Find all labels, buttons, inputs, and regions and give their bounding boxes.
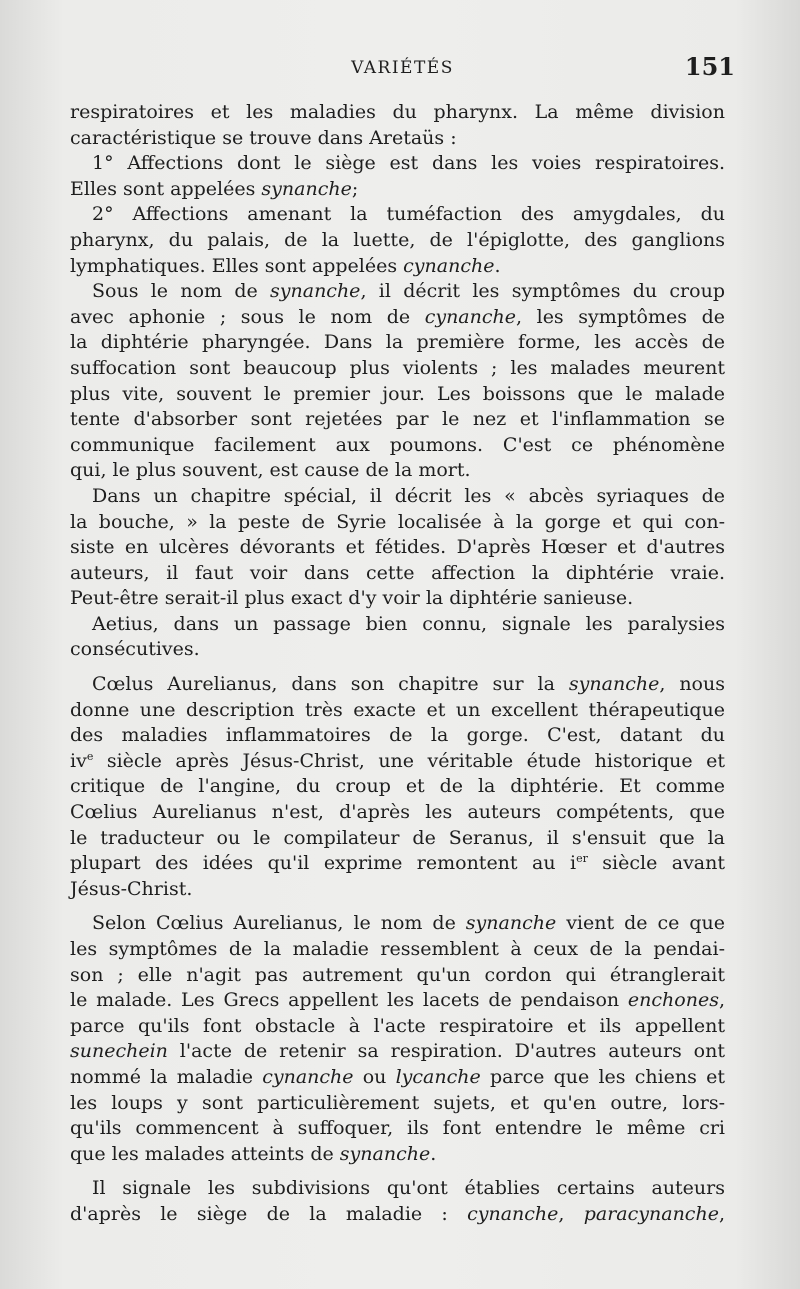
- text-line: sunechein l'acte de retenir sa respiration. D'autres auteurs ont: [70, 1040, 725, 1063]
- paragraph-gap: [70, 1167, 725, 1176]
- text-line: qui, le plus souvent, est cause de la mort.: [70, 459, 471, 482]
- text-line: la bouche, » la peste de Syrie localisée à la gorge et qui con-: [70, 510, 725, 533]
- text-line: 1° Affections dont le siège est dans les voies respiratoires.: [92, 152, 725, 175]
- text-line: consécutives.: [70, 638, 200, 661]
- text-line: pharynx, du palais, de la luette, de l'épiglotte, des ganglions: [70, 228, 725, 251]
- text-line: que les malades atteints de synanche.: [70, 1142, 437, 1165]
- text-line: caractéristique se trouve dans Aretaüs :: [70, 126, 457, 149]
- paragraph: [70, 279, 725, 484]
- text-line: donne une description très exacte et un excellent thérapeutique: [70, 698, 725, 721]
- text-line: le malade. Les Grecs appellent les lacets de pendaison enchones,: [70, 989, 725, 1012]
- text-line: d'après le siège de la maladie : cynanche, paracynanche,: [70, 1202, 725, 1225]
- text-line: parce qu'ils font obstacle à l'acte respiratoire et ils appellent: [70, 1014, 725, 1037]
- paragraph-gap: [70, 902, 725, 911]
- paragraph: [70, 151, 725, 202]
- text-line: nommé la maladie cynanche ou lycanche parce que les chiens et: [70, 1065, 725, 1088]
- text-line: 2° Affections amenant la tuméfaction des amygdales, du: [92, 203, 725, 226]
- text-line: $iv^e$ siècle après Jésus-Christ, une véritable étude historique et: [70, 749, 725, 772]
- paragraph: [70, 484, 725, 612]
- text-line: Jésus-Christ.: [70, 877, 193, 900]
- text-line: Sous le nom de synanche, il décrit les symptômes du croup: [92, 280, 725, 303]
- text-line: lymphatiques. Elles sont appelées cynanche.: [70, 254, 501, 277]
- paragraph: [70, 911, 725, 1167]
- body-text: [70, 100, 725, 1228]
- text-line: Selon Cœlius Aurelianus, le nom de synanche vient de ce que: [92, 912, 725, 935]
- text-line: siste en ulcères dévorants et fétides. D'après Hœser et d'autres: [70, 536, 725, 559]
- text-line: les loups y sont particulièrement sujets, et qu'en outre, lors-: [70, 1091, 725, 1114]
- text-line: plupart des idées qu'il exprime remontent au $i^{er}$ siècle avant: [70, 852, 725, 875]
- text-line: son ; elle n'agit pas autrement qu'un cordon qui étranglerait: [70, 963, 725, 986]
- text-line: le traducteur ou le compilateur de Seranus, il s'ensuit que la: [70, 826, 725, 849]
- paragraph: [70, 100, 725, 151]
- text-line: Cœlius Aurelianus n'est, d'après les auteurs compétents, que: [70, 801, 725, 824]
- running-title: VARIÉTÉS: [351, 58, 454, 78]
- text-line: Il signale les subdivisions qu'ont établies certains auteurs: [92, 1177, 725, 1200]
- page-header: [70, 52, 735, 86]
- text-line: des maladies inflammatoires de la gorge. C'est, datant du: [70, 724, 725, 747]
- text-line: respiratoires et les maladies du pharynx. La même division: [70, 101, 725, 123]
- text-line: la diphtérie pharyngée. Dans la première forme, les accès de: [70, 331, 725, 354]
- paragraph: [70, 672, 725, 902]
- text-line: plus vite, souvent le premier jour. Les boissons que le malade: [70, 382, 725, 405]
- paragraph-gap: [70, 663, 725, 672]
- text-line: qu'ils commencent à suffoquer, ils font entendre le même cri: [70, 1117, 725, 1140]
- paragraph: [70, 612, 725, 663]
- paragraph: [70, 1176, 725, 1227]
- text-line: Cœlus Aurelianus, dans son chapitre sur la synanche, nous: [92, 673, 725, 696]
- text-line: tente d'absorber sont rejetées par le nez et l'inflammation se: [70, 408, 725, 431]
- text-line: Aetius, dans un passage bien connu, signale les paralysies: [92, 612, 725, 635]
- text-line: Elles sont appelées synanche;: [70, 177, 359, 200]
- text-line: communique facilement aux poumons. C'est ce phénomène: [70, 433, 725, 456]
- text-line: les symptômes de la maladie ressemblent à ceux de la pendai-: [70, 938, 725, 960]
- text-line: suffocation sont beaucoup plus violents ; les malades meurent: [70, 356, 725, 379]
- text-line: Peut-être serait-il plus exact d'y voir la diphtérie sanieuse.: [70, 587, 634, 610]
- text-line: auteurs, il faut voir dans cette affection la diphtérie vraie.: [70, 561, 725, 584]
- text-line: avec aphonie ; sous le nom de cynanche, les symptômes de: [70, 305, 725, 328]
- paragraph: [70, 202, 725, 279]
- text-line: critique de l'angine, du croup et de la diphtérie. Et comme: [70, 775, 725, 798]
- text-line: Dans un chapitre spécial, il décrit les « abcès syriaques de: [92, 484, 725, 507]
- page-number: 151: [684, 52, 735, 81]
